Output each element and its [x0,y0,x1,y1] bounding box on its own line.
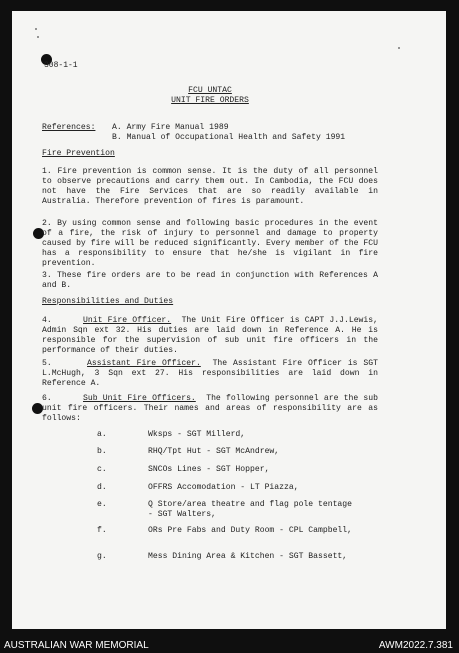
paragraph-4-title: Unit Fire Officer. [83,316,172,325]
paragraph-5-title: Assistant Fire Officer. [87,359,201,368]
paragraph-3: 3. These fire orders are to be read in conjunction with References A and B. [42,271,378,290]
footer-archive-name: AUSTRALIAN WAR MEMORIAL [4,640,149,651]
reference-item: B. Manual of Occupational Health and Safety 1991 [112,133,346,142]
paragraph-1: 1. Fire prevention is common sense. It is the duty of all personnel to observe precautions and carry them out. In Cambodia, the FCU does not have the Fire Services that are so readily available in Australia. Therefore prevention of fires is paramount. [42,167,378,206]
section-heading-responsibilities: Responsibilities and Duties [42,297,174,306]
paragraph-6: 6. Sub Unit Fire Officers. The following personnel are the sub unit fire officers. Their names and areas of responsibility are as follows: [42,394,378,423]
paragraph-4: 4. Unit Fire Officer. The Unit Fire Officer is CAPT J.J.Lewis, Admin Sqn ext 32. His duties are laid down in Reference A. He is responsible for the supervision of sub unit fire officers in the performance of their duties. [42,316,378,355]
paper-speck [398,47,400,49]
paragraph-5: 5. Assistant Fire Officer. The Assistant Fire Officer is SGT L.McHugh, 3 Sqn ext 27. His responsibilities are laid down in Reference A. [42,359,378,388]
paragraph-2: 2. By using common sense and following basic procedures in the event of a fire, the risk of injury to personnel and damage to property caused by fire will be reduced significantly. Every member of the FCU has a responsibility to ensure that he/she is vigilant in fire prevention. [42,219,378,268]
references-block [42,123,345,143]
paper-speck [35,28,37,30]
file-reference-code: 308-1-1 [44,61,78,70]
document-title-line1: FCU UNTAC [188,86,232,95]
footer-accession-number: AWM2022.7.381 [378,640,453,651]
document-title-line2: UNIT FIRE ORDERS [171,96,249,105]
paragraph-6-title: Sub Unit Fire Officers. [83,394,196,403]
document-page: 308-1-1 FCU UNTAC UNIT FIRE ORDERS References: A. Army Fire Manual 1989 B. Manual of Occupational Health and Safety 1991 Fire Prevention 1. Fire prevention is common sense. It is the duty of all personnel to observe precautions and carry them out. In Cambodia, the FCU does not have the Fire Services that are so readily available in Australia. Therefore prevention of fires is paramount. 2. By using common sense and following basic procedures in the event of a fire, the risk of injury to personnel and damage to property caused by fire will be reduced significantly. Every member of the FCU has a responsibility to ensure that he/she is vigilant in fire prevention. 3. These fire orders are to be read in conjunction with References A and B. Responsibilities and Duties 4. Unit Fire Officer. The Unit Fire Officer is CAPT J.J.Lewis, Admin Sqn ext 32. His duties are laid down in Reference A. He is responsible for the supervision of sub unit fire officers in the performance of their duties. 5. Assistant Fire Officer. The Assistant Fire Officer is SGT L.McHugh, 3 Sqn ext 27. His responsibilities are laid down in Reference A. 6. Sub Unit Fire Officers. The following personnel are the sub unit fire officers. Their names and areas of responsibility are as follows: a. Wksps - SGT Millerd, b. RHQ/Tpt Hut - SGT McAndrew, c. SNCOs Lines - SGT Hopper, d. OFFRS Accomodation - LT Piazza, e. Q Store/area theatre and flag pole tentage - SGT Walters, f. ORs Pre Fabs and Duty Room - CPL Campbell, g. Mess Dining Area & Kitchen - SGT Bassett, [12,11,446,629]
references-label: References: [42,123,96,132]
paper-speck [37,36,39,38]
section-heading-fire-prevention: Fire Prevention [42,149,115,158]
reference-item: A. Army Fire Manual 1989 [112,123,229,132]
